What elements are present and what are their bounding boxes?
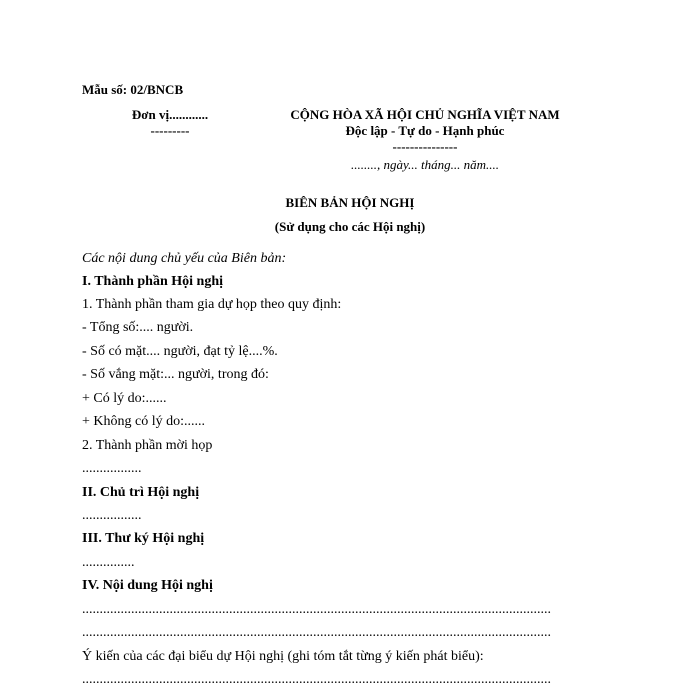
country-name: CỘNG HÒA XÃ HỘI CHỦ NGHĨA VIỆT NAM	[290, 107, 560, 122]
s4-line-1: ......................................................................................................................................	[82, 602, 551, 617]
s4-line-3: ......................................................................................................................................	[82, 672, 551, 687]
intro-text: Các nội dung chủ yếu của Biên bản:	[82, 251, 287, 266]
unit-label: Đơn vị............	[131, 107, 209, 122]
form-number: Mẫu số: 02/BNCB	[82, 82, 184, 97]
section-2-heading: II. Chủ trì Hội nghị	[82, 485, 200, 500]
s1-item-1: 1. Thành phần tham gia dự họp theo quy định:	[82, 297, 342, 312]
motto-dashes: ---------------	[392, 139, 458, 154]
s1-item-2: 2. Thành phần mời họp	[82, 438, 213, 453]
document-title: BIÊN BẢN HỘI NGHỊ	[285, 195, 415, 210]
section-4-heading: IV. Nội dung Hội nghị	[82, 578, 213, 593]
date-line: ........, ngày... tháng... năm....	[350, 157, 500, 172]
s1-dots: .................	[82, 461, 142, 476]
national-motto: Độc lập - Tự do - Hạnh phúc	[345, 123, 505, 138]
document-subtitle: (Sử dụng cho các Hội nghị)	[274, 219, 426, 234]
s1-unexcused: + Không có lý do:......	[82, 414, 205, 429]
s1-present: - Số có mặt.... người, đạt tỷ lệ....%.	[82, 344, 278, 359]
s3-dots: ...............	[82, 555, 135, 570]
unit-dashes: ---------	[150, 123, 190, 138]
s4-opinions: Ý kiến của các đại biểu dự Hội nghị (ghi tóm tắt từng ý kiến phát biểu):	[82, 649, 484, 664]
section-1-heading: I. Thành phần Hội nghị	[82, 274, 223, 289]
s4-line-2: ......................................................................................................................................	[82, 625, 551, 640]
s1-absent: - Số vắng mặt:... người, trong đó:	[82, 367, 269, 382]
s2-dots: .................	[82, 508, 142, 523]
section-3-heading: III. Thư ký Hội nghị	[82, 531, 205, 546]
s1-excused: + Có lý do:......	[82, 391, 167, 406]
s1-total: - Tổng số:.... người.	[82, 320, 194, 335]
